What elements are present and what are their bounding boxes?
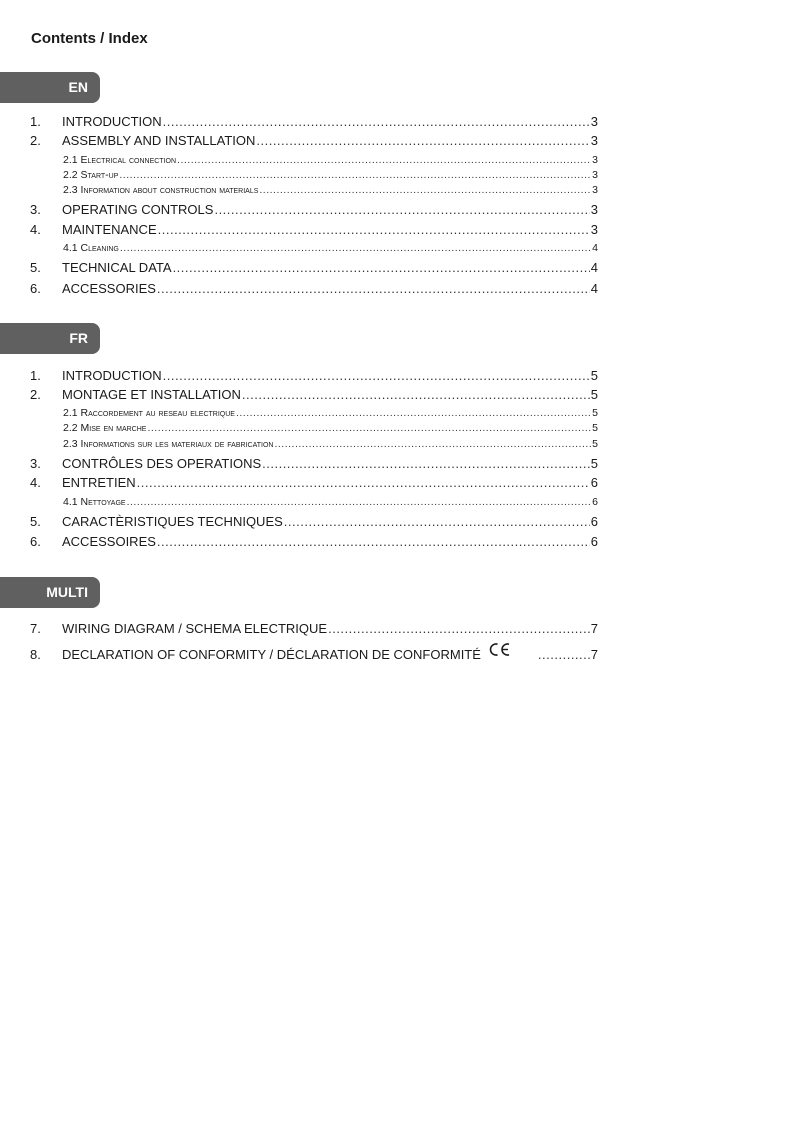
section-tab-multi-label: MULTI (46, 584, 88, 600)
toc-entry-number: 8. (30, 647, 41, 662)
toc-entry-number: 5. (30, 260, 41, 275)
toc-entry-label: ACCESSORIES (62, 281, 156, 296)
toc-entry-number: 1. (30, 368, 41, 383)
toc-leader-dots (236, 407, 591, 419)
toc-subentry-label (63, 169, 118, 181)
toc-entry-number: 4. (30, 222, 41, 237)
toc-entry-page: 5 (592, 407, 598, 419)
toc-subentry-fr-nettoyage[interactable] (30, 496, 598, 510)
toc-entry-label: CARACTÈRISTIQUES TECHNIQUES (62, 514, 283, 529)
toc-entry-en-accessories[interactable] (30, 281, 598, 299)
toc-leader-dots (157, 281, 590, 296)
toc-entry-label: WIRING DIAGRAM / SCHEMA ELECTRIQUE (62, 621, 328, 636)
toc-entry-label: ENTRETIEN (62, 475, 136, 490)
toc-entry-number: 6. (30, 281, 41, 296)
toc-entry-page: 6 (592, 496, 598, 508)
toc-entry-page: 6 (590, 534, 598, 549)
toc-entry-en-assembly[interactable] (30, 133, 598, 151)
toc-leader-dots (284, 514, 590, 529)
toc-entry-label: OPERATING CONTROLS (62, 202, 214, 217)
toc-subentry-text: Start-up (80, 169, 119, 181)
toc-entry-label: INTRODUCTION (62, 368, 162, 383)
toc-leader-dots (147, 422, 591, 434)
toc-entry-label: CONTRÔLES DES OPERATIONS (62, 456, 262, 471)
ce-mark-icon (489, 642, 511, 660)
toc-leader-dots (137, 475, 590, 490)
toc-entry-page: 3 (592, 169, 598, 181)
toc-entry-fr-entretien[interactable] (30, 475, 598, 493)
toc-entry-multi-wiring[interactable] (30, 621, 598, 639)
toc-entry-page: 3 (590, 133, 598, 148)
toc-entry-label: TECHNICAL DATA (62, 260, 172, 275)
toc-subentry-label (63, 407, 235, 419)
toc-entry-number: 1. (30, 114, 41, 129)
toc-entry-en-operating[interactable] (30, 202, 598, 220)
toc-leader-dots (119, 169, 591, 181)
section-tab-en-label: EN (68, 79, 88, 95)
toc-entry-page: 5 (590, 387, 598, 402)
toc-entry-number: 7. (30, 621, 41, 636)
toc-subentry-fr-materiaux[interactable] (30, 438, 598, 452)
toc-entry-en-maintenance[interactable] (30, 222, 598, 240)
toc-entry-page: 3 (592, 154, 598, 166)
toc-leader-dots (127, 496, 592, 508)
toc-entry-page: 5 (590, 456, 598, 471)
toc-subentry-fr-mise-en-marche[interactable] (30, 422, 598, 436)
toc-subentry-number: 2.2 (63, 422, 78, 434)
toc-subentry-en-materials[interactable] (30, 184, 598, 198)
toc-leader-dots (274, 438, 591, 450)
toc-subentry-text: Nettoyage (80, 496, 126, 508)
toc-entry-fr-controles[interactable] (30, 456, 598, 474)
page-title: Contents / Index (31, 30, 148, 47)
toc-entry-label: ASSEMBLY AND INSTALLATION (62, 133, 256, 148)
toc-subentry-number: 2.3 (63, 438, 78, 450)
toc-entry-label: MAINTENANCE (62, 222, 157, 237)
toc-entry-number: 2. (30, 133, 41, 148)
toc-entry-page: 7 (590, 621, 598, 636)
toc-subentry-en-electrical[interactable] (30, 154, 598, 168)
toc-entry-page: 5 (590, 368, 598, 383)
toc-entry-label: ACCESSOIRES (62, 534, 156, 549)
toc-subentry-text: Mise en marche (80, 422, 147, 434)
toc-entry-number: 4. (30, 475, 41, 490)
toc-subentry-en-cleaning[interactable] (30, 242, 598, 256)
toc-entry-en-technical[interactable] (30, 260, 598, 278)
toc-entry-number: 2. (30, 387, 41, 402)
toc-subentry-text: Informations sur les materiaux de fabrication (80, 438, 274, 450)
section-tab-fr-label: FR (69, 330, 88, 346)
toc-entry-page: 6 (590, 514, 598, 529)
toc-entry-label: INTRODUCTION (62, 114, 162, 129)
toc-entry-page: 3 (590, 222, 598, 237)
toc-entry-page: 5 (592, 438, 598, 450)
toc-subentry-number: 2.2 (63, 169, 78, 181)
toc-subentry-label (63, 438, 273, 450)
toc-subentry-label (63, 496, 126, 508)
toc-entry-number: 3. (30, 456, 41, 471)
section-tab-multi (0, 577, 100, 608)
toc-leader-dots (262, 456, 590, 471)
toc-entry-page: 5 (592, 422, 598, 434)
toc-subentry-number: 2.1 (63, 407, 78, 419)
toc-subentry-label (63, 242, 119, 254)
toc-subentry-text: Raccordement au reseau electrique (80, 407, 235, 419)
toc-leader-dots (163, 368, 590, 383)
toc-entry-page: 4 (590, 281, 598, 296)
toc-entry-label: DECLARATION OF CONFORMITY / DÉCLARATION DE CONFORMITÉ (62, 647, 481, 662)
toc-leader-dots (158, 222, 590, 237)
toc-entry-number: 6. (30, 534, 41, 549)
toc-subentry-text: Electrical connection (80, 154, 177, 166)
toc-entry-multi-declaration[interactable] (30, 644, 598, 662)
toc-leader-dots (177, 154, 591, 166)
toc-entry-page: 6 (590, 475, 598, 490)
toc-subentry-number: 2.3 (63, 184, 78, 196)
toc-leader-dots (157, 534, 590, 549)
toc-entry-page: 3 (590, 114, 598, 129)
toc-entry-fr-introduction[interactable] (30, 368, 598, 386)
toc-subentry-number: 4.1 (63, 242, 78, 254)
toc-subentry-text: Cleaning (80, 242, 119, 254)
toc-entry-fr-caracteristiques[interactable] (30, 514, 598, 532)
toc-leader-dots (538, 647, 590, 662)
toc-entry-fr-accessoires[interactable] (30, 534, 598, 552)
toc-leader-dots (163, 114, 590, 129)
toc-leader-dots (173, 260, 590, 275)
toc-entry-number: 3. (30, 202, 41, 217)
toc-leader-dots (256, 133, 589, 148)
toc-subentry-number: 4.1 (63, 496, 78, 508)
toc-leader-dots (259, 184, 591, 196)
section-tab-fr (0, 323, 100, 354)
toc-leader-dots (242, 387, 590, 402)
toc-entry-number: 5. (30, 514, 41, 529)
toc-subentry-label (63, 184, 258, 196)
toc-leader-dots (214, 202, 589, 217)
toc-subentry-text: Information about construction materials (80, 184, 259, 196)
toc-entry-label: MONTAGE ET INSTALLATION (62, 387, 241, 402)
toc-leader-dots (120, 242, 591, 254)
toc-entry-page: 3 (590, 202, 598, 217)
toc-subentry-number: 2.1 (63, 154, 78, 166)
toc-leader-dots (328, 621, 590, 636)
toc-entry-en-introduction[interactable] (30, 114, 598, 132)
toc-entry-fr-montage[interactable] (30, 387, 598, 405)
toc-entry-page: 7 (590, 647, 598, 662)
section-tab-en (0, 72, 100, 103)
toc-subentry-fr-raccordement[interactable] (30, 407, 598, 421)
toc-subentry-en-startup[interactable] (30, 169, 598, 183)
toc-entry-page: 4 (592, 242, 598, 254)
toc-subentry-label (63, 154, 176, 166)
toc-entry-page: 4 (590, 260, 598, 275)
toc-entry-page: 3 (592, 184, 598, 196)
toc-subentry-label (63, 422, 146, 434)
